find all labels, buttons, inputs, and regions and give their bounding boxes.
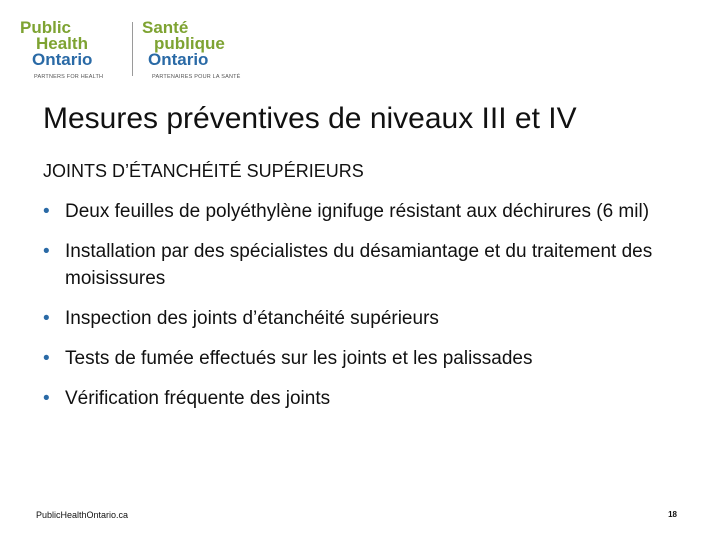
logo-french xyxy=(142,18,260,80)
logo-en-line-1: Public xyxy=(20,18,72,37)
bullet-item xyxy=(43,385,693,412)
bullet-icon: • xyxy=(43,348,50,369)
logo-en-line-2: Health xyxy=(36,34,88,53)
logo-en-line-3: Ontario xyxy=(32,50,93,69)
bullet-text: Vérification fréquente des joints xyxy=(65,388,331,409)
bullet-icon: • xyxy=(43,308,50,329)
logo-en-tagline: PARTNERS FOR HEALTH xyxy=(34,74,104,80)
logo-divider xyxy=(132,22,133,76)
logo-fr-line-1: Santé xyxy=(142,18,189,37)
page-number: 18 xyxy=(668,510,677,519)
logo-english xyxy=(20,18,124,80)
bullet-text: Installation par des spécialistes du désamiantage et du traitement des moisissures xyxy=(65,241,653,289)
bullet-text: Tests de fumée effectués sur les joints et les palissades xyxy=(65,348,533,369)
slide-subtitle: JOINTS D’ÉTANCHÉITÉ SUPÉRIEURS xyxy=(43,161,364,181)
logo-fr-line-3: Ontario xyxy=(148,50,209,69)
bullet-icon: • xyxy=(43,388,50,409)
slide-title: Mesures préventives de niveaux III et IV xyxy=(43,102,577,135)
bullet-item xyxy=(43,305,693,332)
bullet-text: Deux feuilles de polyéthylène ignifuge résistant aux déchirures (6 mil) xyxy=(65,201,650,222)
bullet-item xyxy=(43,198,693,225)
bullet-item xyxy=(43,238,693,292)
bullet-text: Inspection des joints d’étanchéité supérieurs xyxy=(65,308,439,329)
logo-fr-line-2: publique xyxy=(154,34,225,53)
bullet-icon: • xyxy=(43,201,50,222)
logo-fr-tagline: PARTENAIRES POUR LA SANTÉ xyxy=(152,74,241,80)
footer-website: PublicHealthOntario.ca xyxy=(36,510,129,520)
bullet-icon: • xyxy=(43,241,50,262)
bullet-item xyxy=(43,345,693,372)
public-health-ontario-logo xyxy=(20,20,260,78)
bullet-list xyxy=(43,198,693,425)
